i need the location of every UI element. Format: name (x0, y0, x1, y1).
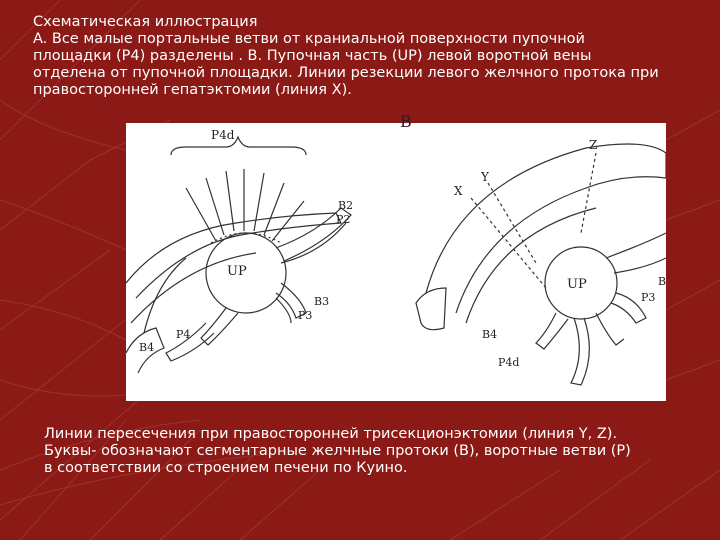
label-y: Y (481, 170, 489, 184)
caption-line: A. Все малые портальные ветви от краниальной поверхности пупочной (33, 31, 585, 47)
label-up-right: UP (567, 277, 587, 292)
label-x: X (454, 184, 463, 198)
panel-b-letter: B (400, 112, 412, 131)
label-p3: P3 (298, 309, 313, 322)
label-up: UP (227, 264, 247, 279)
vessel-stump-right (416, 288, 446, 330)
label-p4d: P4d (211, 128, 235, 142)
caption-line: правосторонней гепатэктомии (линия X). (33, 82, 352, 98)
label-b-edge-right: B (658, 275, 666, 288)
anatomy-diagram (126, 123, 666, 401)
caption-title: Схематическая иллюстрация (33, 14, 258, 30)
label-p3-right: P3 (641, 291, 656, 304)
label-z: Z (589, 138, 598, 152)
footer-caption (44, 426, 704, 477)
label-b2: B2 (338, 199, 354, 212)
footer-line: в соответствии со строением печени по Куино. (44, 460, 408, 476)
label-b4-right: B4 (482, 328, 498, 341)
footer-line: Буквы- обозначают сегментарные желчные протоки (B), воротные ветви (P) (44, 443, 631, 459)
label-p4d-right: P4d (498, 356, 520, 369)
label-p4: P4 (176, 328, 191, 341)
caption-line: отделена от пупочной площадки. Линии резекции левого желчного протока при (33, 65, 659, 81)
footer-line: Линии пересечения при правосторонней трисекционэктомии (линия Y, Z). (44, 426, 618, 442)
label-b3: B3 (314, 295, 330, 308)
p4d-brace (171, 137, 306, 155)
caption-line: площадки (P4) разделены . B. Пупочная часть (UP) левой воротной вены (33, 48, 592, 64)
label-b4: B4 (139, 341, 155, 354)
label-p2: P2 (336, 213, 351, 226)
anatomy-figure (126, 123, 666, 401)
header-caption (33, 14, 713, 99)
